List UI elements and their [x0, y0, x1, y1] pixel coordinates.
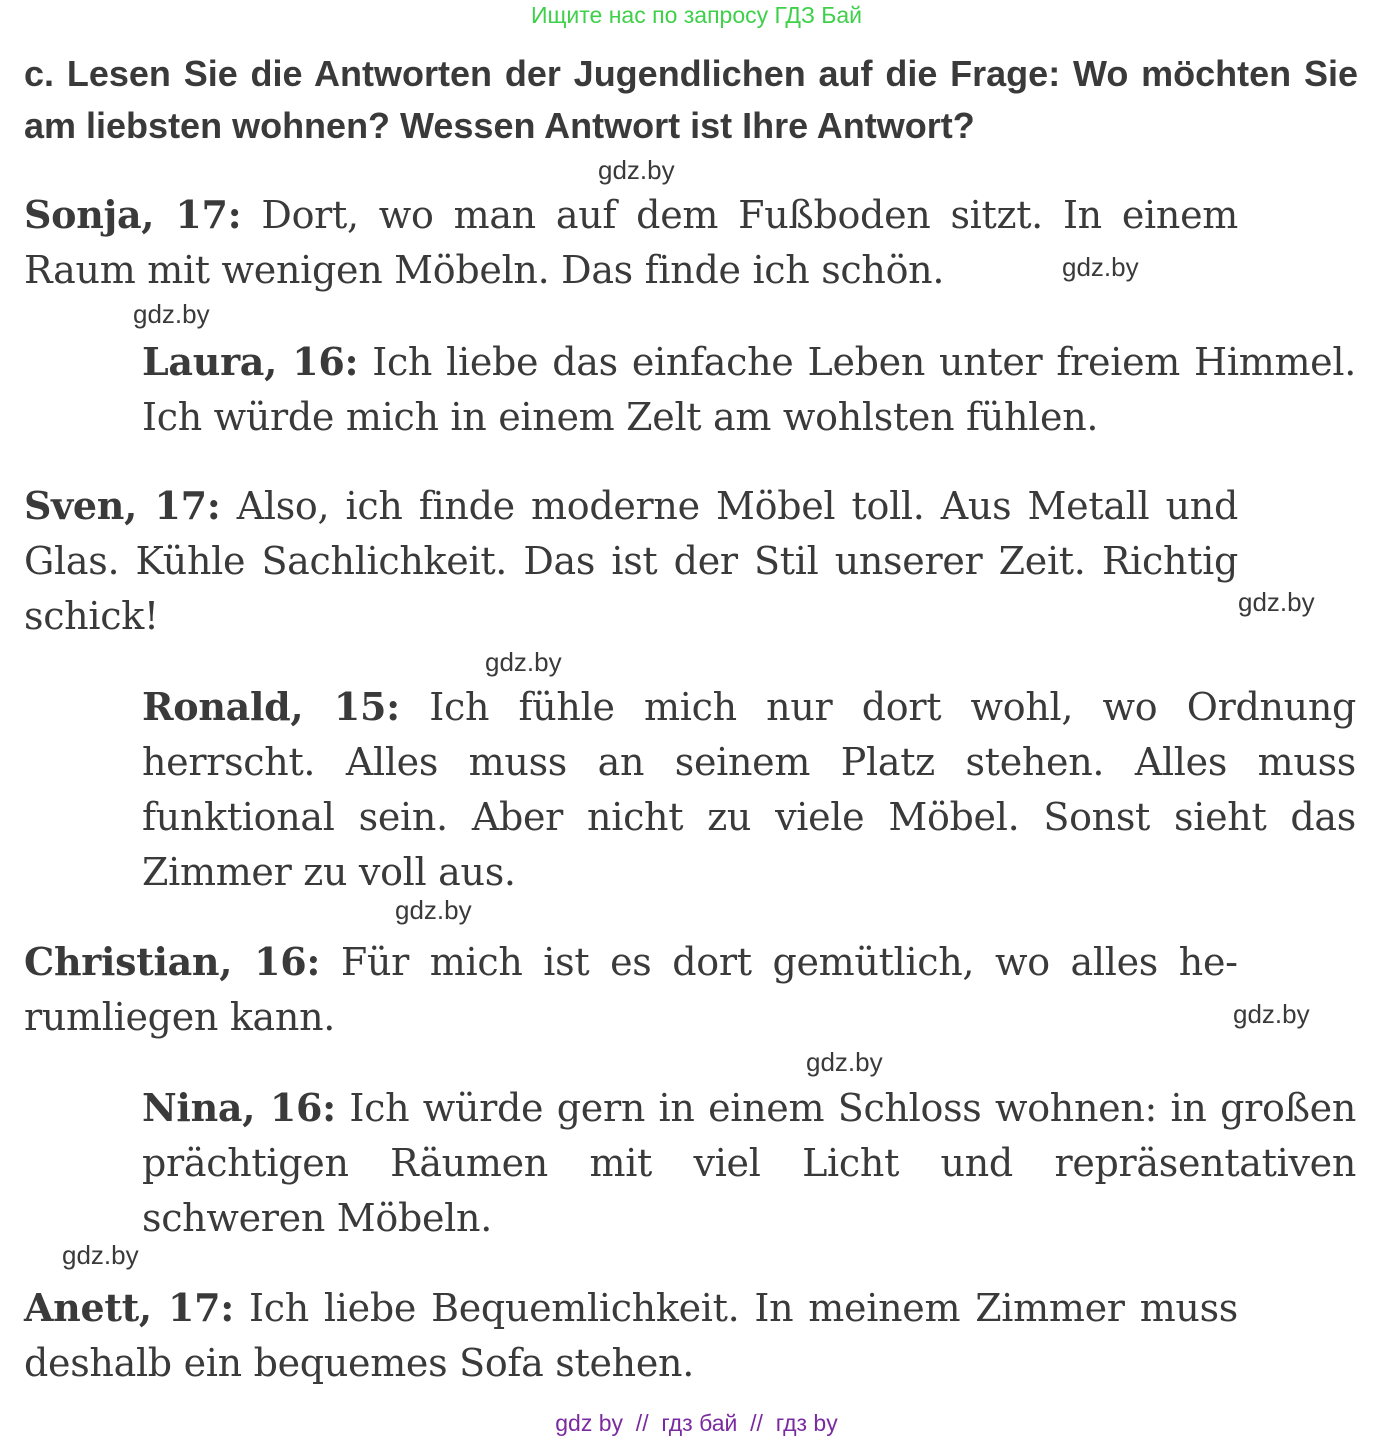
watermark: gdz.by	[806, 1047, 883, 1077]
task-heading: c. Lesen Sie die Antworten der Jugendlichen auf die Frage: Wo möchten Sie am liebsten wohnen? Wessen Antwort ist Ihre Antwort?	[24, 53, 1358, 146]
footer-banner: gdz by // гдз бай // гдз by	[555, 1410, 838, 1436]
watermark: gdz.by	[62, 1240, 139, 1270]
answer-text: Ich liebe das einfache Leben unter freiem Himmel. Ich würde mich in einem Zelt am wohlsten fühlen.	[142, 340, 1356, 439]
answer-anett	[24, 1280, 1238, 1391]
watermark: gdz.by	[1233, 999, 1310, 1029]
answer-sven	[24, 478, 1238, 644]
answer-text: Ich fühle mich nur dort wohl, wo Ordnung herrscht. Alles muss an seinem Platz stehen. Alles muss funktional sein. Aber nicht zu viele Möbel. Sonst sieht das Zimmer zu voll aus.	[142, 685, 1357, 894]
speaker-name: Laura, 16:	[142, 339, 359, 384]
answer-text: Also, ich finde moderne Möbel toll. Aus Metall und Glas. Kühle Sachlichkeit. Das ist der Stil unserer Zeit. Richtig schick!	[24, 484, 1239, 638]
speaker-name: Ronald, 15:	[142, 684, 400, 729]
speaker-name: Christian, 16:	[24, 939, 321, 984]
top-banner: Ищите нас по запросу ГДЗ Бай	[530, 2, 863, 28]
watermark: gdz.by	[1062, 252, 1139, 282]
answer-text: Ich würde gern in einem Schloss wohnen: in großen prächtigen Räumen mit viel Licht und repräsentativen schweren Möbeln.	[142, 1086, 1357, 1240]
answer-text: Für mich ist es dort gemütlich, wo alles herumliegen kann.	[24, 940, 1238, 1039]
answer-laura	[142, 334, 1356, 445]
watermark: gdz.by	[485, 647, 562, 677]
speaker-name: Sven, 17:	[24, 483, 221, 528]
answer-text: Dort, wo man auf dem Fußboden sitzt. In einem Raum mit wenigen Möbeln. Das finde ich schön.	[24, 193, 1238, 292]
watermark: gdz.by	[133, 299, 210, 329]
speaker-name: Anett, 17:	[24, 1285, 235, 1330]
answer-christian	[24, 934, 1238, 1045]
answer-text: Ich liebe Bequemlichkeit. In meinem Zimmer muss deshalb ein bequemes Sofa stehen.	[24, 1286, 1239, 1385]
answer-sonja	[24, 187, 1238, 298]
answer-ronald	[142, 679, 1356, 900]
watermark: gdz.by	[395, 895, 472, 925]
speaker-name: Nina, 16:	[142, 1085, 336, 1130]
speaker-name: Sonja, 17:	[24, 192, 242, 237]
answer-nina	[142, 1080, 1356, 1246]
watermark: gdz.by	[1238, 587, 1315, 617]
watermark: gdz.by	[598, 155, 675, 185]
